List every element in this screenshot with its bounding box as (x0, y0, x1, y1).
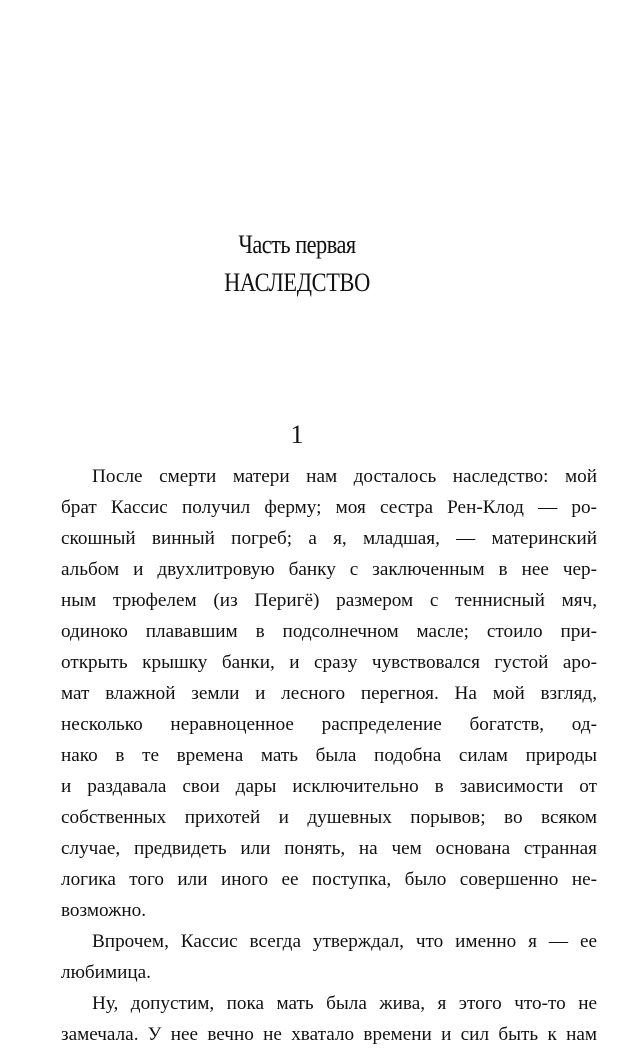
text-line: логика того или иного ее поступка, было совершенно не- (61, 869, 597, 890)
part-title: НАСЛЕДСТВО (224, 268, 370, 297)
text-line: альбом и двухлитровую банку с заключенным в нее чер- (61, 559, 597, 580)
text-line: одиноко плававшим в подсолнечном масле; стоило при- (61, 621, 597, 642)
text-line: мат влажной земли и лесного перегноя. На мой взгляд, (61, 683, 597, 704)
part-label: Часть первая (238, 230, 356, 259)
text-line: брат Кассис получил ферму; моя сестра Рен-Клод — ро- (61, 497, 597, 518)
paragraph-3 (61, 988, 597, 1050)
part-heading (0, 226, 594, 302)
chapter-number: 1 (290, 420, 304, 449)
text-line: случае, предвидеть или понять, на чем основана странная (61, 838, 597, 859)
text-line: нако в те времена мать была подобна силам природы (61, 745, 597, 766)
text-line: возможно. (61, 900, 147, 921)
text-line: ным трюфелем (из Перигё) размером с теннисный мяч, (61, 590, 597, 611)
text-line: После смерти матери нам досталось наследство: мой (92, 466, 597, 487)
text-line: скошный винный погреб; а я, младшая, — материнский (61, 528, 597, 549)
text-line: несколько неравноценное распределение богатств, од- (61, 714, 597, 735)
text-line: открыть крышку банки, и сразу чувствовался густой аро- (61, 652, 597, 673)
text-line: собственных прихотей и душевных порывов; во всяком (61, 807, 597, 828)
paragraph-1 (61, 461, 597, 926)
text-line: и раздавала свои дары исключительно в зависимости от (61, 776, 597, 797)
text-line: Ну, допустим, пока мать была жива, я этого что-то не (92, 993, 597, 1014)
text-line: любимица. (61, 962, 151, 983)
chapter-body (61, 461, 597, 1050)
text-line: Впрочем, Кассис всегда утверждал, что именно я — ее (92, 931, 597, 952)
text-line: замечала. У нее вечно не хватало времени и сил быть к нам (61, 1024, 597, 1045)
paragraph-2 (61, 926, 597, 988)
